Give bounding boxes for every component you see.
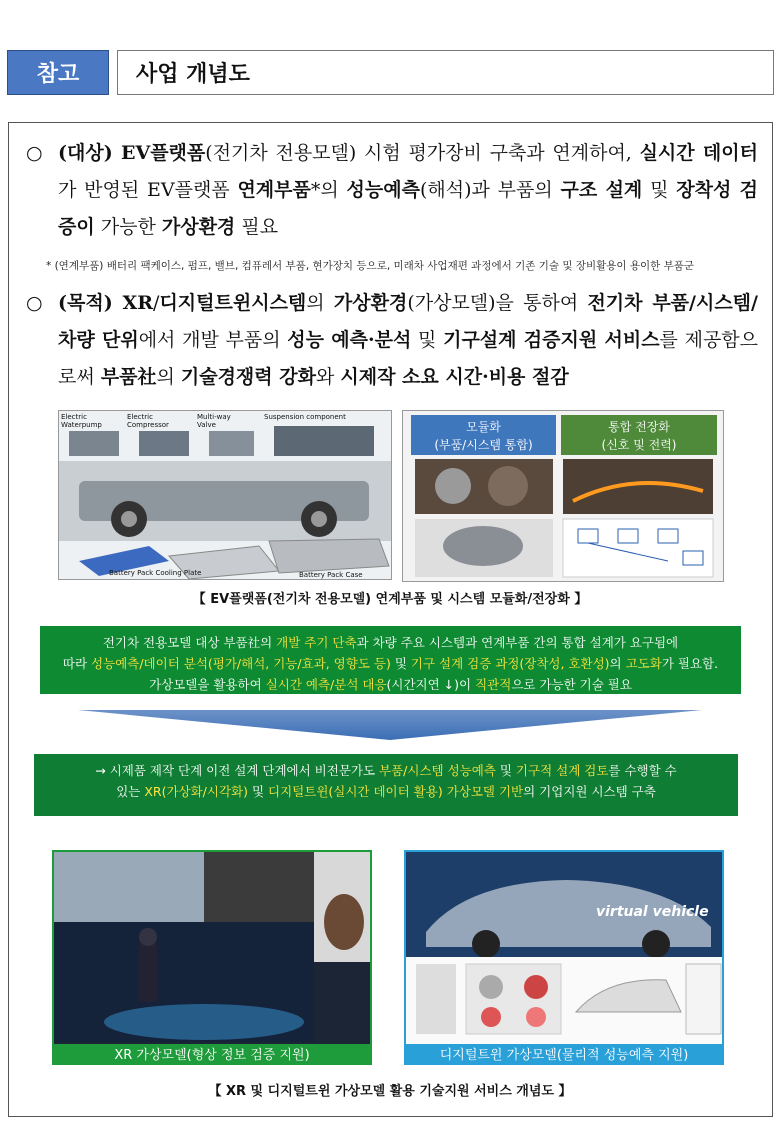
virtual-vehicle-logo-text: virtual vehicle (596, 904, 709, 920)
digital-twin-image (404, 850, 724, 1065)
modular-title: 모듈화 (466, 420, 501, 434)
label-suspension: Suspension component (264, 413, 346, 421)
purpose-segment: 의 (306, 292, 334, 314)
needs-segment: 으로 가능한 기술 필요 (511, 677, 632, 692)
goal-segment: → 시제품 제작 단계 이전 설계 단계에서 비전문가도 (95, 763, 380, 778)
needs-segment: 의 (609, 656, 626, 671)
figure2-caption: 【 XR 및 디지털트윈 가상모델 활용 기술지원 서비스 개념도 】 (208, 1084, 572, 1099)
purpose-segment: 부품社 (100, 366, 157, 388)
needs-segment: 과 차량 주요 시스템과 연계부품 간의 통합 설계가 요구됨에 (356, 635, 679, 650)
ev-platform-image (58, 410, 392, 580)
purpose-segment: 기술경쟁력 강화 (180, 366, 316, 388)
purpose-segment: 전기차 부품/시스템/차량 단위 (58, 292, 758, 351)
target-segment: EV플랫폼 (120, 142, 206, 164)
needs-segment: 개발 주기 단축 (276, 635, 357, 650)
needs-line (40, 674, 741, 695)
xr-image (52, 850, 372, 1065)
purpose-segment: 시제작 소요 시간·비용 절감 (340, 366, 569, 388)
label-pack-case: Battery Pack Case (299, 571, 363, 579)
needs-segment: 따라 (62, 656, 92, 671)
target-segment: (해석)과 부품의 (419, 179, 561, 201)
needs-segment: 실시간 예측/분석 대응 (265, 677, 387, 692)
label-compressor: Electric Compressor (127, 413, 169, 429)
target-segment: 가상환경 (161, 216, 236, 238)
label-cooling-plate: Battery Pack Cooling Plate (109, 569, 202, 577)
label-valve: Multi-way Valve (197, 413, 231, 429)
needs-line (40, 632, 741, 653)
needs-segment: 고도화 (625, 656, 662, 671)
target-segment: 가 반영된 EV플랫폼 (58, 179, 238, 201)
xr-caption: XR 가상모델(형상 정보 검증 지원) (54, 1044, 370, 1064)
header (7, 50, 774, 95)
purpose-segment: 및 (411, 329, 444, 351)
page-title: 사업 개념도 (117, 50, 774, 95)
goal-segment: 의 기업지원 시스템 구축 (523, 784, 656, 799)
target-segment: 및 (642, 179, 677, 201)
target-segment: (전기차 전용모델) 시험 평가장비 구축과 연계하여, (205, 142, 640, 164)
ev-platform-illustration (59, 411, 392, 580)
target-segment: 성능예측 (346, 179, 420, 201)
goal-line (34, 781, 738, 802)
goal-segment: 및 (495, 763, 516, 778)
figure1-caption: 【 EV플랫폼(전기차 전용모델) 연계부품 및 시스템 모듈화/전장화 】 (192, 592, 588, 607)
target-segment: 실시간 데이터 (639, 142, 758, 164)
needs-segment: 기구 설계 검증 과정(장착성, 호환성) (410, 656, 610, 671)
dt-caption: 디지털트윈 가상모델(물리적 성능예측 지원) (406, 1044, 722, 1064)
needs-segment: 직관적 (475, 677, 512, 692)
goal-segment: 및 (248, 784, 269, 799)
section-target (58, 135, 758, 246)
purpose-segment: 성능 예측·분석 (287, 329, 412, 351)
digital-twin-illustration (406, 852, 724, 1065)
purpose-segment: 와 (315, 366, 341, 388)
footnote: * (연계부품) 배터리 팩케이스, 펌프, 밸브, 컴퓨레서 부품, 현가장치 등으로, 미래차 사업재편 과정에서 기존 기술 및 장비활용이 용이한 부품군 (46, 260, 695, 272)
target-segment: 구조 설계 (560, 179, 643, 201)
purpose-segment: / (153, 292, 160, 314)
goal-segment: 있는 (116, 784, 145, 799)
needs-segment: 가 필요함. (661, 656, 719, 671)
goal-segment: 를 수행할 수 (608, 763, 677, 778)
section-purpose (58, 285, 758, 396)
goal-segment: 디지털트윈(실시간 데이터 활용) (268, 784, 443, 799)
needs-segment: 성능예측/데이터 분석(평가/해석, 기능/효과, 영향도 등) (91, 656, 391, 671)
target-segment: *의 (310, 179, 347, 201)
integrated-sub: (신호 및 전력) (601, 438, 677, 452)
goal-segment: 가상모델 기반 (442, 784, 524, 799)
target-segment: (대상) (58, 142, 121, 164)
modularization-image (402, 410, 724, 582)
target-segment: 연계부품 (237, 179, 311, 201)
needs-line (40, 653, 741, 674)
purpose-segment: 의 (156, 366, 181, 388)
target-segment: 가능한 (94, 216, 162, 238)
green-box-goal (34, 754, 738, 816)
reference-tag: 참고 (7, 50, 109, 95)
bullet-2: ○ (26, 292, 43, 314)
label-waterpump: Electric Waterpump (61, 413, 102, 429)
purpose-segment: (목적) (58, 292, 123, 314)
goal-segment: 기구적 설계 검토 (515, 763, 609, 778)
modularization-illustration (403, 411, 724, 582)
purpose-segment: 를 제공함으로써 (58, 329, 759, 388)
purpose-segment: 디지털트윈시스템 (159, 292, 307, 314)
purpose-segment: 에서 개발 부품의 (138, 329, 288, 351)
goal-segment: XR(가상화/시각화) (144, 784, 248, 799)
goal-segment: 부품/시스템 성능예측 (379, 763, 496, 778)
goal-line (34, 760, 738, 781)
purpose-segment: 가상환경 (333, 292, 408, 314)
target-segment: 장착성 검증이 (58, 179, 759, 238)
target-segment: 필요 (235, 216, 279, 238)
integrated-title: 통합 전장화 (608, 420, 670, 434)
needs-segment: 전기차 전용모델 대상 부품社의 (102, 635, 277, 650)
needs-segment: 가상모델을 활용하여 (149, 677, 266, 692)
needs-segment: (시간지연 ↓)이 (386, 677, 476, 692)
green-box-needs (40, 626, 741, 694)
purpose-segment: 기구설계 검증지원 서비스 (443, 329, 660, 351)
xr-illustration (54, 852, 372, 1065)
bullet-1: ○ (26, 142, 43, 164)
purpose-segment: XR (122, 292, 154, 314)
needs-segment: 및 (390, 656, 411, 671)
purpose-segment: (가상모델)을 통하여 (407, 292, 588, 314)
modular-sub: (부품/시스템 통합) (434, 438, 533, 452)
down-arrow (78, 710, 702, 740)
